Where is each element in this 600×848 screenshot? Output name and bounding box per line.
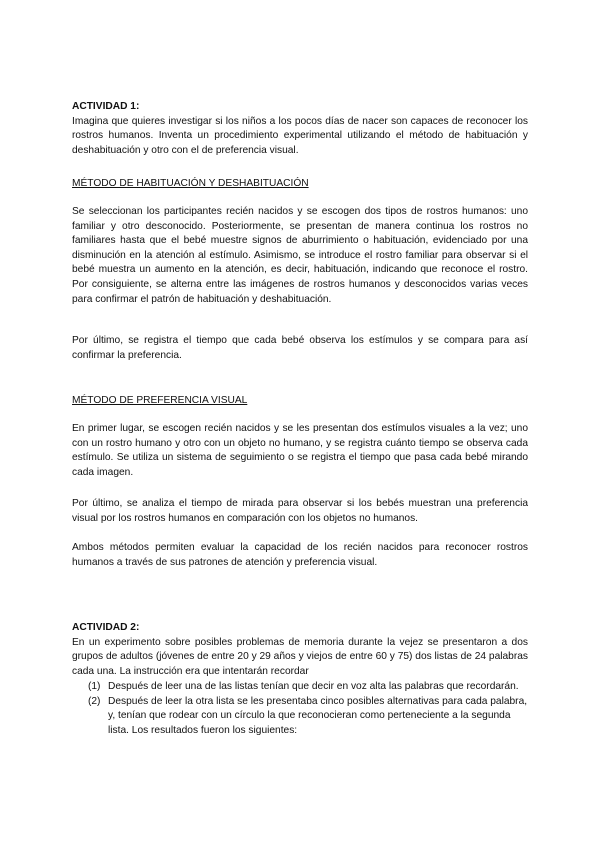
activity-1-section [72, 100, 528, 158]
activity-1-heading: ACTIVIDAD 1: [72, 101, 140, 112]
list-item-number: (1) [88, 681, 101, 692]
list-item-text: Después de leer la otra lista se les presentaba cinco posibles alternativas para cada palabra, y, tenían que rodear con un círculo la que reconocieran como perteneciente a la segunda lista. Los resultados fueron los siguientes: [108, 695, 528, 736]
preference-paragraph-2: Por último, se analiza el tiempo de mirada para observar si los bebés muestran una preferencia visual por los rostros humanos en comparación con los objetos no humanos. [72, 498, 528, 524]
list-item-number: (2) [88, 695, 101, 707]
activity-1-prompt: Imagina que quieres investigar si los niños a los pocos días de nacer son capaces de reconocer los rostros humanos. Inventa un procedimiento experimental utilizando el método de habituación y deshabituación y otro con el de preferencia visual. [72, 115, 528, 156]
activity-2-heading: ACTIVIDAD 2: [72, 622, 140, 633]
list-item [88, 695, 528, 739]
activity-2-section [72, 621, 528, 679]
preference-title: MÉTODO DE PREFERENCIA VISUAL [72, 395, 248, 406]
list-item [88, 680, 528, 695]
activity-2-intro: En un experimento sobre posibles problemas de memoria durante la vejez se presentaron a dos grupos de adultos (jóvenes de entre 20 y 29 años y viejos de entre 60 y 75) dos listas de 24 palabras cada una. La instrucción era que intentarán recordar [72, 636, 528, 677]
habituation-section [72, 177, 528, 192]
habituation-paragraph-1: Se seleccionan los participantes recién nacidos y se escogen dos tipos de rostros humanos: uno familiar y otro desconocido. Posteriormente, se presentan de manera continua los rostros no familiares hasta que el bebé muestre signos de aburrimiento o habituación, evidenciado por una disminución en la atención al estímulo. Asimismo, se introduce el rostro familiar para observar si el bebé muestra un aumento en la atención, es decir, habituación, indicando que reconoce el rostro. Por consiguiente, se alterna entre las imágenes de rostros humanos y desconocidos varias veces para confirmar el patrón de habituación y deshabituación. [72, 206, 528, 305]
habituation-title: MÉTODO DE HABITUACIÓN Y DESHABITUACIÓN [72, 178, 309, 189]
preference-paragraph-3: Ambos métodos permiten evaluar la capacidad de los recién nacidos para reconocer rostros humanos a través de sus patrones de atención y preferencia visual. [72, 542, 528, 568]
habituation-paragraph-2: Por último, se registra el tiempo que cada bebé observa los estímulos y se compara para así confirmar la preferencia. [72, 335, 528, 361]
list-item-text: Después de leer una de las listas tenían que decir en voz alta las palabras que recordarán. [108, 681, 519, 692]
activity-2-list [88, 680, 528, 738]
preference-paragraph-1: En primer lugar, se escogen recién nacidos y se les presentan dos estímulos visuales a la vez; uno con un rostro humano y otro con un objeto no humano, y se registra cuánto tiempo se observa cada estímulo. Se utiliza un sistema de seguimiento o se registra el tiempo que pasa cada bebé mirando cada imagen. [72, 423, 528, 478]
preference-section [72, 394, 528, 409]
